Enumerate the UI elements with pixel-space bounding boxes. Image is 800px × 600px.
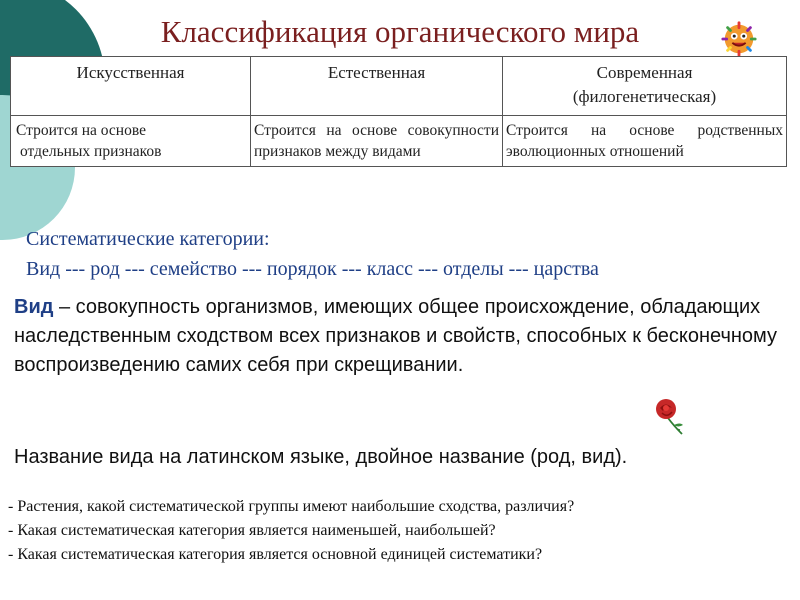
list-item: - Какая систематическая категория является наименьшей, наибольшей? — [8, 522, 496, 539]
page-title: Классификация органического мира — [160, 14, 640, 49]
systematic-categories-heading: Систематические категории: — [26, 228, 270, 250]
smiley-mascot-icon — [720, 20, 758, 58]
definition-term: Вид — [14, 296, 54, 318]
header-natural: Естественная — [251, 57, 503, 116]
cell-artificial-line1: Строится на основе — [16, 122, 146, 139]
questions-list — [8, 495, 574, 567]
species-definition — [14, 293, 784, 380]
cell-natural: Строится на основе совокупности признаков между видами — [251, 116, 503, 167]
table-row — [11, 116, 787, 167]
definition-text: – совокупность организмов, имеющих общее происхождение, обладающих наследственным сходством всех признаков и свойств, способных к бесконечному воспроизведению самих себя при скрещивании. — [14, 296, 778, 376]
header-modern-line1: Современная — [596, 63, 693, 82]
header-modern-line2: (филогенетическая) — [572, 87, 717, 106]
cell-modern: Строится на основе родственных эволюционных отношений — [503, 116, 787, 167]
classification-table — [10, 56, 787, 167]
cell-artificial — [11, 116, 251, 167]
header-modern — [503, 57, 787, 116]
header-artificial: Искусственная — [11, 57, 251, 116]
latin-name-note: Название вида на латинском языке, двойное название (род, вид). — [14, 446, 628, 468]
table-header-row — [11, 57, 787, 116]
list-item: - Растения, какой систематической группы имеют наибольшие сходства, различия? — [8, 498, 575, 515]
list-item: - Какая систематическая категория является основной единицей систематики? — [8, 546, 543, 563]
red-rose-icon — [652, 396, 692, 436]
cell-artificial-line2: отдельных признаков — [20, 143, 162, 160]
systematic-categories-line: Вид --- род --- семейство --- порядок --- класс --- отделы --- царства — [26, 258, 599, 280]
